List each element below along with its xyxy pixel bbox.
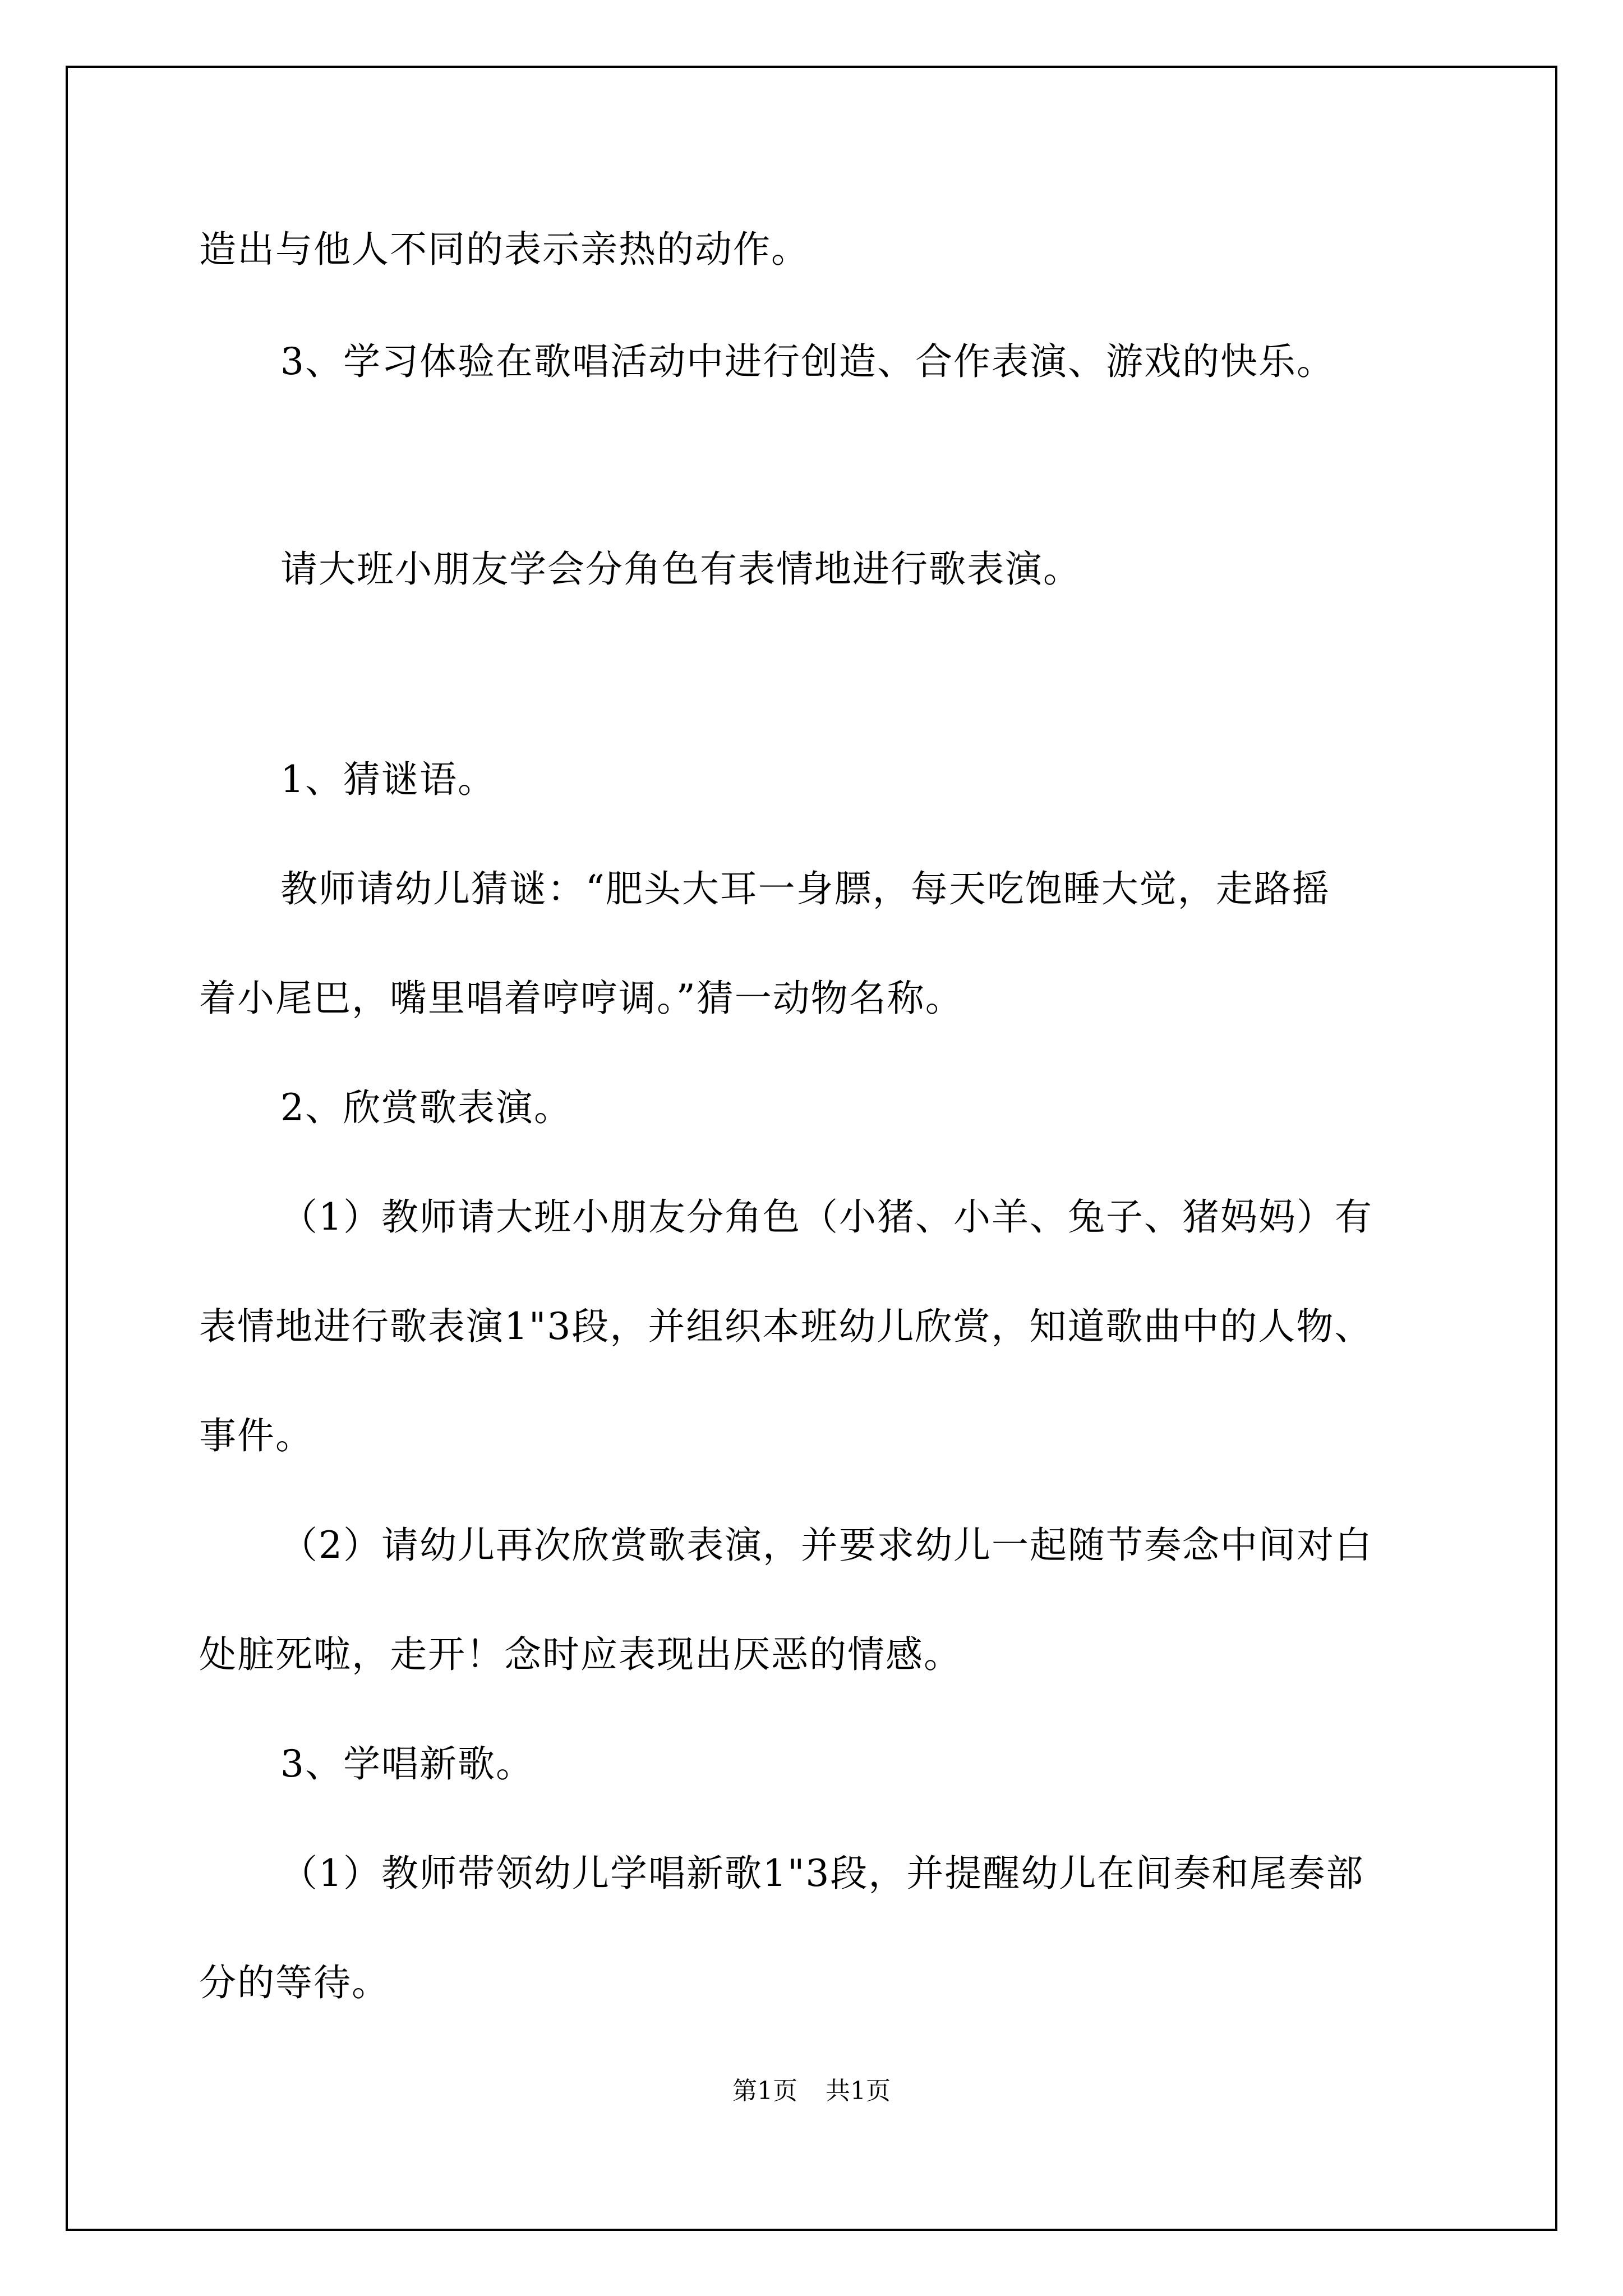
page-number: 第1页	[732, 2077, 797, 2105]
paragraph-line: 着小尾巴，嘴里唱着哼哼调。”猜一动物名称。	[199, 977, 963, 1020]
paragraph-line: （2）请幼儿再次欣赏歌表演，并要求幼儿一起随节奏念中间对白	[280, 1524, 1373, 1567]
page-border	[66, 66, 1557, 2231]
paragraph-line: 3、学唱新歌。	[280, 1742, 534, 1786]
paragraph-line: 2、欣赏歌表演。	[280, 1086, 572, 1129]
paragraph-line: 3、学习体验在歌唱活动中进行创造、合作表演、游戏的快乐。	[280, 340, 1335, 383]
paragraph-line: 分的等待。	[199, 1961, 390, 2004]
page-footer	[0, 2076, 1623, 2107]
paragraph-line: （1）教师带领幼儿学唱新歌1"3段，并提醒幼儿在间奏和尾奏部	[280, 1852, 1364, 1895]
paragraph-line: 处脏死啦，走开！念时应表现出厌恶的情感。	[199, 1633, 962, 1676]
paragraph-line: 事件。	[199, 1414, 313, 1457]
paragraph-line: 教师请幼儿猜谜：“肥头大耳一身膘，每天吃饱睡大觉，走路摇	[280, 867, 1330, 910]
paragraph-line: 表情地进行歌表演1"3段，并组织本班幼儿欣赏，知道歌曲中的人物、	[199, 1305, 1373, 1348]
paragraph-line: 1、猜谜语。	[280, 758, 496, 801]
paragraph-line: 请大班小朋友学会分角色有表情地进行歌表演。	[280, 547, 1081, 591]
paragraph-line: 造出与他人不同的表示亲热的动作。	[199, 228, 809, 271]
page-total: 共1页	[826, 2077, 891, 2105]
paragraph-line: （1）教师请大班小朋友分角色（小猪、小羊、兔子、猪妈妈）有	[280, 1195, 1373, 1239]
